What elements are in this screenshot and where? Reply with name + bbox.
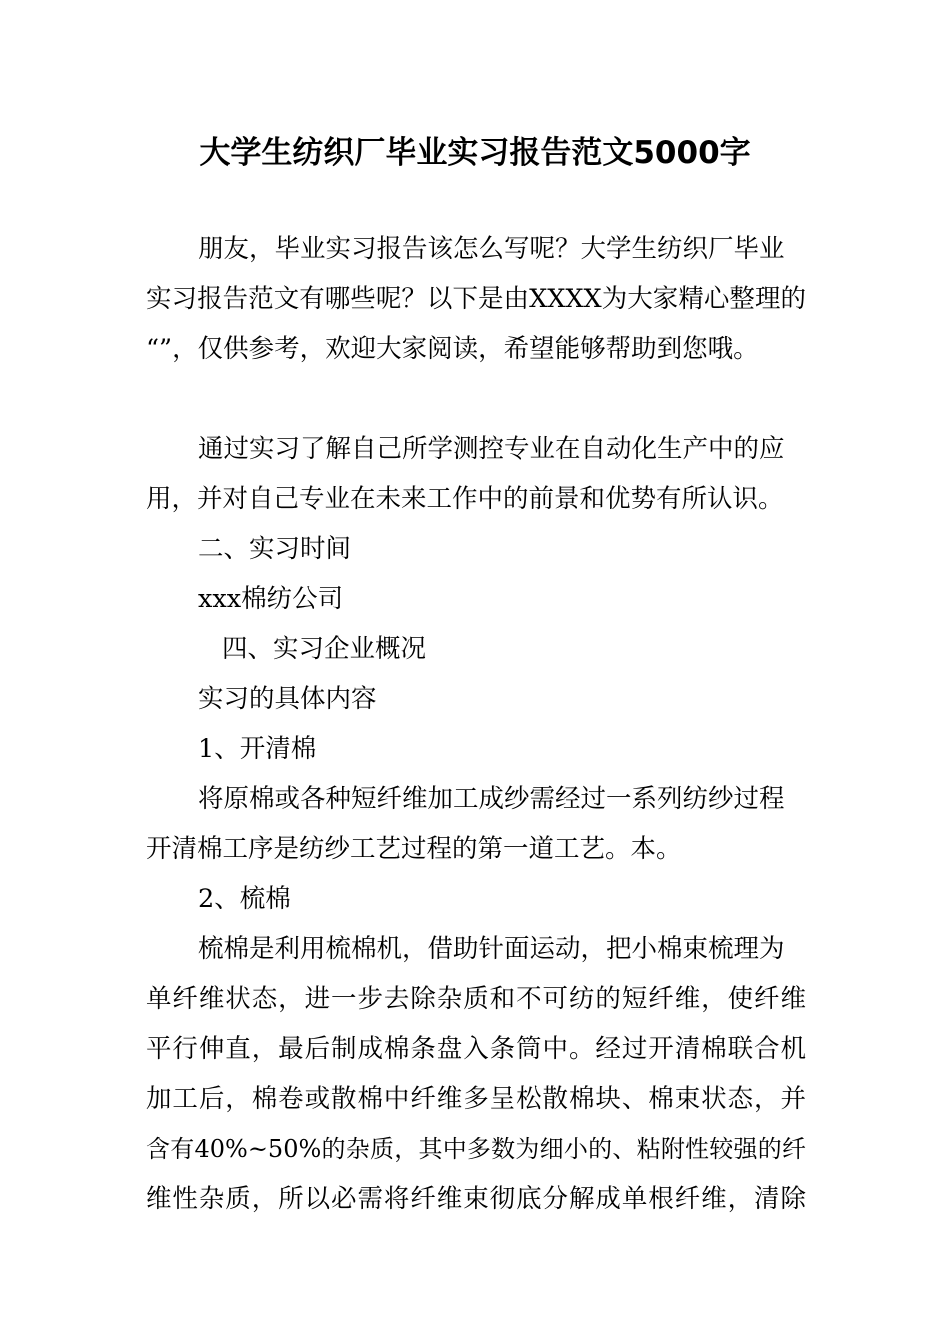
paragraph-line: 单纤维状态，进一步去除杂质和不可纺的短纤维，使纤维 (146, 984, 806, 1014)
paragraph-line: 将原棉或各种短纤维加工成纱需经过一系列纺纱过程 (198, 784, 785, 814)
page-title: 大学生纺织厂毕业实习报告范文5000字 (199, 135, 751, 171)
paragraph-line: 朋友，毕业实习报告该怎么写呢？大学生纺织厂毕业 (198, 234, 785, 264)
section-heading: 四、实习企业概况 (222, 634, 427, 664)
section-heading: 二、实习时间 (198, 534, 352, 564)
paragraph-line: 开清棉工序是纺纱工艺过程的第一道工艺。本。 (146, 834, 682, 864)
subsection-heading: 2、梳棉 (198, 884, 291, 914)
paragraph-line: “”，仅供参考，欢迎大家阅读，希望能够帮助到您哦。 (146, 334, 759, 364)
paragraph-line: 用，并对自己专业在未来工作中的前景和优势有所认识。 (146, 484, 784, 514)
paragraph-line: 含有40%~50%的杂质，其中多数为细小的、粘附性较强的纤 (146, 1135, 806, 1163)
paragraph-line: 梳棉是利用梳棉机，借助针面运动，把小棉束梳理为 (198, 934, 785, 964)
paragraph-line: 通过实习了解自己所学测控专业在自动化生产中的应 (198, 434, 785, 464)
subsection-heading: 1、开清棉 (198, 734, 317, 764)
paragraph-line: 维性杂质，所以必需将纤维束彻底分解成单根纤维，清除 (146, 1184, 806, 1214)
paragraph-line: 平行伸直，最后制成棉条盘入条筒中。经过开清棉联合机 (146, 1034, 806, 1064)
paragraph-line: 加工后，棉卷或散棉中纤维多呈松散棉块、棉束状态，并 (146, 1084, 806, 1114)
paragraph-line: 实习报告范文有哪些呢？以下是由XXXX为大家精心整理的 (146, 284, 806, 314)
paragraph-line: xxx棉纺公司 (198, 584, 344, 614)
section-heading: 实习的具体内容 (198, 684, 377, 714)
